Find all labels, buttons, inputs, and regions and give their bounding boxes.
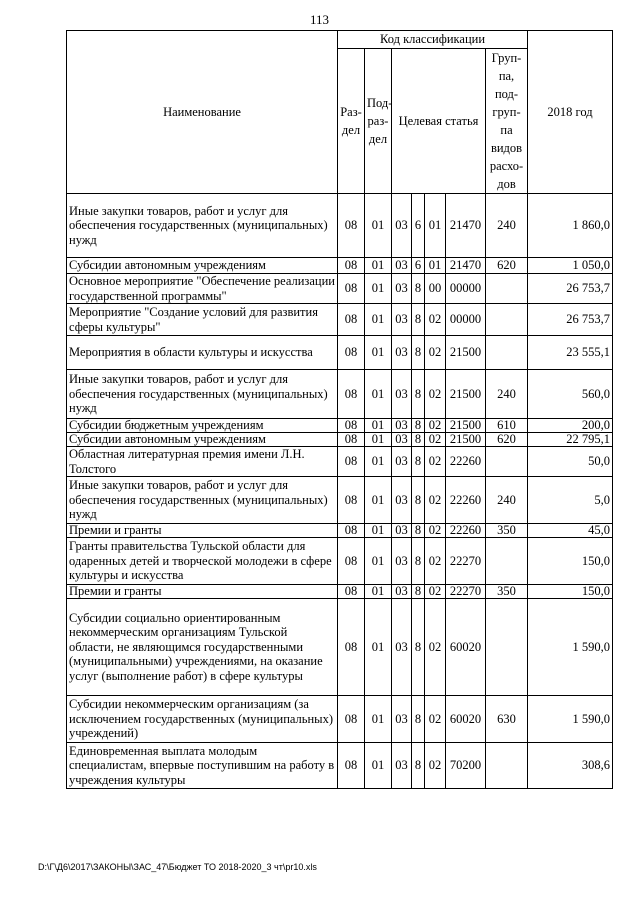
row-target-event: 02 bbox=[425, 433, 446, 447]
row-target-subprogram: 8 bbox=[412, 433, 425, 447]
row-target-program: 03 bbox=[392, 370, 412, 419]
row-target-event: 02 bbox=[425, 743, 446, 789]
row-subsection: 01 bbox=[365, 743, 392, 789]
row-expense-type bbox=[486, 538, 528, 585]
row-subsection: 01 bbox=[365, 477, 392, 524]
row-target-program: 03 bbox=[392, 538, 412, 585]
table-row bbox=[67, 433, 613, 447]
row-target-event: 01 bbox=[425, 194, 446, 258]
row-target-program: 03 bbox=[392, 336, 412, 370]
row-amount: 200,0 bbox=[528, 419, 613, 433]
row-subsection: 01 bbox=[365, 433, 392, 447]
row-section: 08 bbox=[338, 304, 365, 336]
row-expense-type: 350 bbox=[486, 585, 528, 599]
row-name: Субсидии автономным учреждениям bbox=[67, 258, 338, 274]
row-target-subprogram: 8 bbox=[412, 447, 425, 477]
row-target-program: 03 bbox=[392, 194, 412, 258]
row-target-direction: 60020 bbox=[446, 696, 486, 743]
row-target-direction: 21500 bbox=[446, 419, 486, 433]
row-name: Иные закупки товаров, работ и услуг для обеспечения государственных (муниципальных) нужд bbox=[67, 194, 338, 258]
row-name: Субсидии бюджетным учреждениям bbox=[67, 419, 338, 433]
row-target-event: 02 bbox=[425, 447, 446, 477]
row-target-program: 03 bbox=[392, 274, 412, 304]
file-path-footer: D:\Г\Д6\2017\ЗАКОНЫ\ЗАС_47\Бюджет ТО 2018-2020_3 чт\pr10.xls bbox=[38, 862, 317, 872]
row-subsection: 01 bbox=[365, 419, 392, 433]
row-target-program: 03 bbox=[392, 258, 412, 274]
table-row bbox=[67, 585, 613, 599]
row-target-program: 03 bbox=[392, 599, 412, 696]
row-amount: 26 753,7 bbox=[528, 274, 613, 304]
row-expense-type bbox=[486, 743, 528, 789]
row-target-subprogram: 8 bbox=[412, 538, 425, 585]
row-section: 08 bbox=[338, 419, 365, 433]
row-section: 08 bbox=[338, 370, 365, 419]
row-section: 08 bbox=[338, 524, 365, 538]
row-target-direction: 00000 bbox=[446, 304, 486, 336]
row-name: Субсидии автономным учреждениям bbox=[67, 433, 338, 447]
row-subsection: 01 bbox=[365, 304, 392, 336]
row-section: 08 bbox=[338, 585, 365, 599]
row-subsection: 01 bbox=[365, 447, 392, 477]
row-subsection: 01 bbox=[365, 370, 392, 419]
table-row bbox=[67, 447, 613, 477]
row-target-direction: 21500 bbox=[446, 370, 486, 419]
row-expense-type: 610 bbox=[486, 419, 528, 433]
row-amount: 1 590,0 bbox=[528, 599, 613, 696]
row-expense-type: 350 bbox=[486, 524, 528, 538]
row-target-subprogram: 8 bbox=[412, 304, 425, 336]
table-row bbox=[67, 274, 613, 304]
row-expense-type: 240 bbox=[486, 194, 528, 258]
row-name: Единовременная выплата молодым специалистам, впервые поступившим на работу в учреждения культуры bbox=[67, 743, 338, 789]
table-row bbox=[67, 258, 613, 274]
row-target-subprogram: 8 bbox=[412, 477, 425, 524]
row-target-direction: 22270 bbox=[446, 538, 486, 585]
row-expense-type bbox=[486, 447, 528, 477]
table-row bbox=[67, 370, 613, 419]
row-target-subprogram: 8 bbox=[412, 696, 425, 743]
row-amount: 45,0 bbox=[528, 524, 613, 538]
row-amount: 50,0 bbox=[528, 447, 613, 477]
row-subsection: 01 bbox=[365, 585, 392, 599]
row-name: Премии и гранты bbox=[67, 524, 338, 538]
row-expense-type: 240 bbox=[486, 370, 528, 419]
row-expense-type: 240 bbox=[486, 477, 528, 524]
row-target-direction: 22260 bbox=[446, 447, 486, 477]
row-target-program: 03 bbox=[392, 304, 412, 336]
row-target-direction: 70200 bbox=[446, 743, 486, 789]
row-subsection: 01 bbox=[365, 599, 392, 696]
table-row bbox=[67, 336, 613, 370]
row-subsection: 01 bbox=[365, 538, 392, 585]
row-subsection: 01 bbox=[365, 336, 392, 370]
row-target-event: 02 bbox=[425, 696, 446, 743]
row-target-subprogram: 6 bbox=[412, 194, 425, 258]
row-target-program: 03 bbox=[392, 743, 412, 789]
table-row bbox=[67, 524, 613, 538]
row-amount: 5,0 bbox=[528, 477, 613, 524]
header-name: Наименование bbox=[67, 31, 338, 194]
row-target-direction: 21470 bbox=[446, 258, 486, 274]
table-row bbox=[67, 419, 613, 433]
row-subsection: 01 bbox=[365, 258, 392, 274]
row-amount: 1 860,0 bbox=[528, 194, 613, 258]
row-target-subprogram: 8 bbox=[412, 524, 425, 538]
row-amount: 150,0 bbox=[528, 585, 613, 599]
table-row bbox=[67, 696, 613, 743]
row-target-event: 02 bbox=[425, 419, 446, 433]
row-target-program: 03 bbox=[392, 585, 412, 599]
row-amount: 150,0 bbox=[528, 538, 613, 585]
row-subsection: 01 bbox=[365, 274, 392, 304]
row-target-event: 00 bbox=[425, 274, 446, 304]
row-section: 08 bbox=[338, 194, 365, 258]
table-row bbox=[67, 304, 613, 336]
row-target-program: 03 bbox=[392, 524, 412, 538]
row-expense-type bbox=[486, 336, 528, 370]
row-name: Иные закупки товаров, работ и услуг для обеспечения государственных (муниципальных) нужд bbox=[67, 477, 338, 524]
row-target-direction: 21470 bbox=[446, 194, 486, 258]
row-section: 08 bbox=[338, 599, 365, 696]
row-name: Областная литературная премия имени Л.Н. Толстого bbox=[67, 447, 338, 477]
row-target-direction: 00000 bbox=[446, 274, 486, 304]
row-target-direction: 21500 bbox=[446, 433, 486, 447]
row-target-subprogram: 8 bbox=[412, 419, 425, 433]
row-amount: 23 555,1 bbox=[528, 336, 613, 370]
row-expense-type: 630 bbox=[486, 696, 528, 743]
table-row bbox=[67, 194, 613, 258]
header-year: 2018 год bbox=[528, 31, 613, 194]
row-section: 08 bbox=[338, 743, 365, 789]
row-target-subprogram: 8 bbox=[412, 743, 425, 789]
row-target-event: 01 bbox=[425, 258, 446, 274]
row-amount: 26 753,7 bbox=[528, 304, 613, 336]
row-target-program: 03 bbox=[392, 477, 412, 524]
row-expense-type: 620 bbox=[486, 433, 528, 447]
row-target-program: 03 bbox=[392, 696, 412, 743]
row-target-event: 02 bbox=[425, 336, 446, 370]
row-name: Основное мероприятие "Обеспечение реализации государственной программы" bbox=[67, 274, 338, 304]
row-target-event: 02 bbox=[425, 599, 446, 696]
header-subsection: Под- раз- дел bbox=[365, 49, 392, 194]
row-name: Мероприятие "Создание условий для развития сферы культуры" bbox=[67, 304, 338, 336]
budget-table bbox=[66, 30, 613, 789]
row-target-program: 03 bbox=[392, 433, 412, 447]
row-amount: 1 590,0 bbox=[528, 696, 613, 743]
row-expense-type bbox=[486, 599, 528, 696]
row-amount: 1 050,0 bbox=[528, 258, 613, 274]
row-target-subprogram: 6 bbox=[412, 258, 425, 274]
row-target-event: 02 bbox=[425, 524, 446, 538]
header-target-article: Целевая статья bbox=[392, 49, 486, 194]
row-target-direction: 22260 bbox=[446, 477, 486, 524]
row-target-direction: 60020 bbox=[446, 599, 486, 696]
row-section: 08 bbox=[338, 538, 365, 585]
row-target-subprogram: 8 bbox=[412, 336, 425, 370]
row-amount: 560,0 bbox=[528, 370, 613, 419]
row-target-direction: 22260 bbox=[446, 524, 486, 538]
row-section: 08 bbox=[338, 477, 365, 524]
table-row bbox=[67, 538, 613, 585]
row-target-event: 02 bbox=[425, 585, 446, 599]
header-section: Раз- дел bbox=[338, 49, 365, 194]
row-target-event: 02 bbox=[425, 538, 446, 585]
header-code-group: Код классификации bbox=[338, 31, 528, 49]
row-amount: 22 795,1 bbox=[528, 433, 613, 447]
row-name: Субсидии некоммерческим организациям (за исключением государственных (муниципальных) учреждений) bbox=[67, 696, 338, 743]
row-target-direction: 21500 bbox=[446, 336, 486, 370]
row-subsection: 01 bbox=[365, 194, 392, 258]
row-subsection: 01 bbox=[365, 696, 392, 743]
table-row bbox=[67, 599, 613, 696]
table-row bbox=[67, 477, 613, 524]
table-row bbox=[67, 743, 613, 789]
row-target-subprogram: 8 bbox=[412, 370, 425, 419]
page-number: 113 bbox=[309, 12, 330, 27]
row-target-subprogram: 8 bbox=[412, 274, 425, 304]
row-section: 08 bbox=[338, 696, 365, 743]
row-name: Премии и гранты bbox=[67, 585, 338, 599]
row-target-direction: 22270 bbox=[446, 585, 486, 599]
row-target-program: 03 bbox=[392, 419, 412, 433]
row-name: Иные закупки товаров, работ и услуг для обеспечения государственных (муниципальных) нужд bbox=[67, 370, 338, 419]
row-name: Гранты правительства Тульской области для одаренных детей и творческой молодежи в сфере культуры и искусства bbox=[67, 538, 338, 585]
row-target-event: 02 bbox=[425, 304, 446, 336]
row-section: 08 bbox=[338, 447, 365, 477]
row-name: Мероприятия в области культуры и искусства bbox=[67, 336, 338, 370]
row-section: 08 bbox=[338, 336, 365, 370]
row-target-program: 03 bbox=[392, 447, 412, 477]
row-name: Субсидии социально ориентированным некоммерческим организациям Тульской области, не являющимся государственными (муниципальными) учреждениями, на оказание услуг (выполнение работ) в сфере культуры bbox=[67, 599, 338, 696]
row-section: 08 bbox=[338, 274, 365, 304]
row-amount: 308,6 bbox=[528, 743, 613, 789]
row-expense-type: 620 bbox=[486, 258, 528, 274]
row-expense-type bbox=[486, 304, 528, 336]
row-target-subprogram: 8 bbox=[412, 599, 425, 696]
row-target-subprogram: 8 bbox=[412, 585, 425, 599]
header-group: Груп- па, под- груп- па видов расхо- дов bbox=[486, 49, 528, 194]
row-subsection: 01 bbox=[365, 524, 392, 538]
row-target-event: 02 bbox=[425, 477, 446, 524]
row-expense-type bbox=[486, 274, 528, 304]
row-target-event: 02 bbox=[425, 370, 446, 419]
row-section: 08 bbox=[338, 258, 365, 274]
row-section: 08 bbox=[338, 433, 365, 447]
